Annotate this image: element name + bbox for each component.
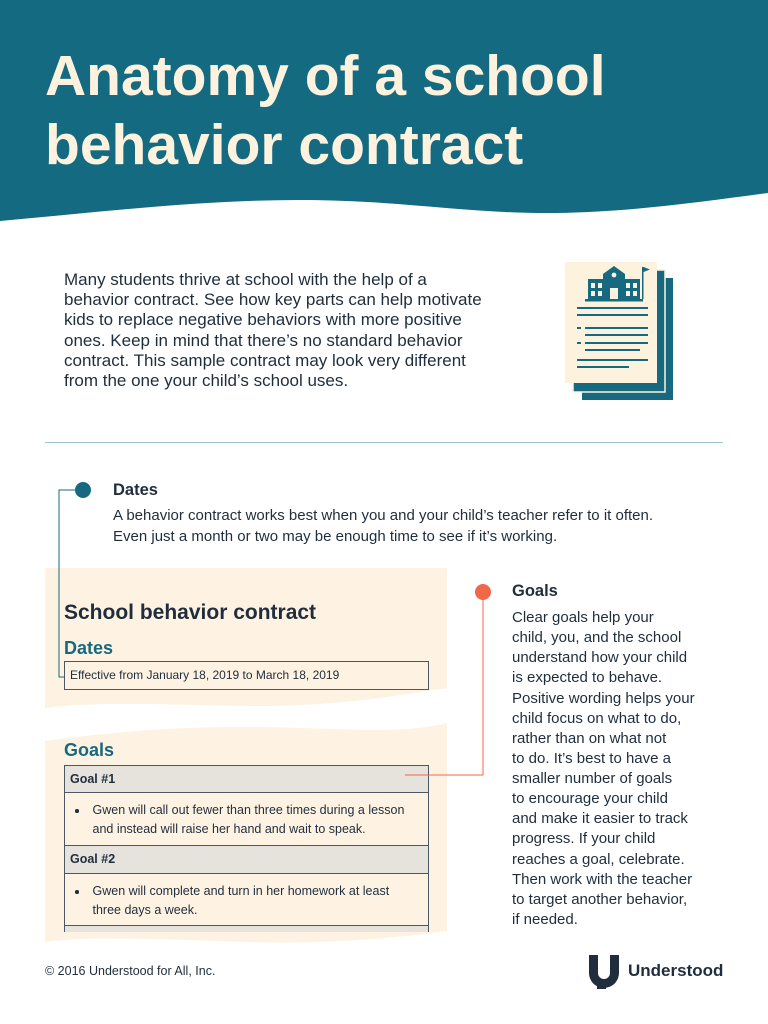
goal-header-partial [65,926,428,932]
bullet-icon [75,809,79,813]
goal-item-row [65,874,428,926]
goals-table [64,765,429,932]
goal-item-text: Gwen will complete and turn in her homework at least three days a week. [92,884,390,917]
understood-logo-icon [585,952,625,992]
contract-dates-label: Dates [64,638,114,658]
intro-paragraph: Many students thrive at school with the help of a behavior contract. See how key parts can help motivate kids to replace negative behaviors with more positive ones. Keep in mind that there’s no standard behavior contract. This sample contract may look very different from the one your child’s school uses. [64,270,482,391]
contract-title: School behavior contract [64,601,317,624]
page-title: Anatomy of a school behavior contract [45,44,606,177]
goal-item-text: Gwen will call out fewer than three times during a lesson and instead will raise her hand and wait to speak. [92,803,405,836]
bullet-icon [75,890,79,894]
dates-callout-heading: Dates [113,481,158,499]
goals-callout-heading: Goals [512,582,558,600]
contract-goals-label: Goals [64,740,115,760]
goals-callout-text: Clear goals help your child, you, and the school understand how your child is expected to behave. Positive wording helps your child focus on what to do, rather than on what not to do. It’s best to have a smaller number of goals to encourage your child and make it easier to track progress. If your child reaches a goal, celebrate. Then work with the teacher to target another behavior, if needed. [512,609,695,928]
dates-callout-text: A behavior contract works best when you and your child’s teacher refer to it often. Even just a month or two may be enough time to see if it’s working. [113,507,654,545]
goal-item-row [65,793,428,846]
brand-name: Understood [628,961,724,980]
goal-header: Goal #2 [65,846,428,874]
contract-dates-field: Effective from January 18, 2019 to March 18, 2019 [64,661,429,690]
copyright-text: © 2016 Understood for All, Inc. [45,964,216,978]
goal-header: Goal #1 [65,766,428,793]
